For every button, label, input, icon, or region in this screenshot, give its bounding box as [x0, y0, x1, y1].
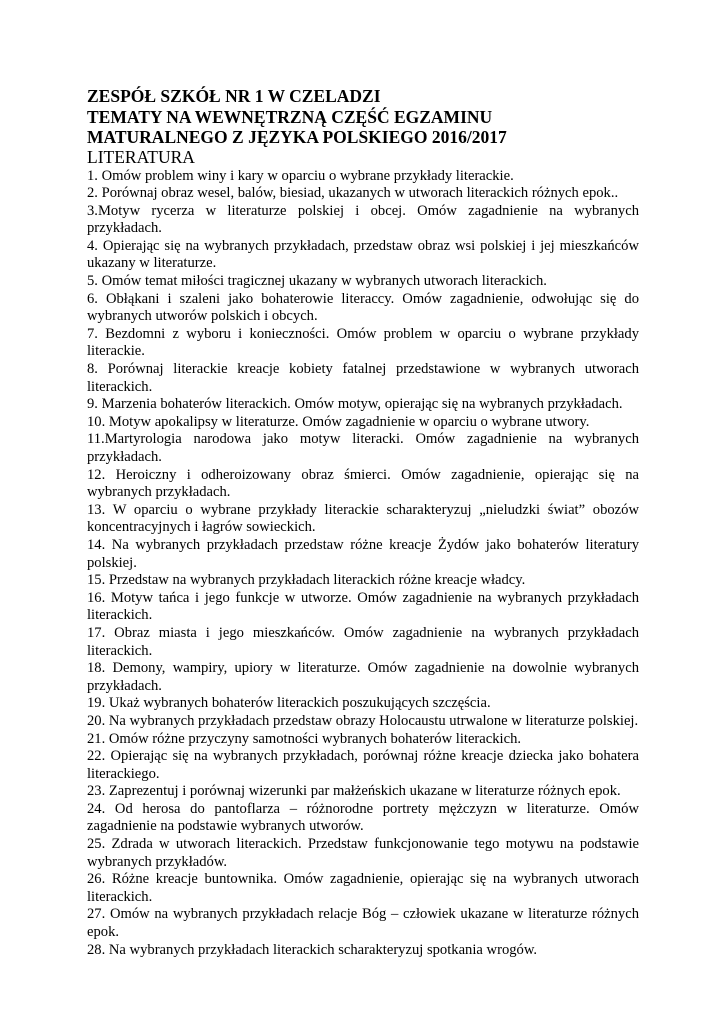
topic-item: 28. Na wybranych przykładach literackich scharakteryzuj spotkania wrogów. — [87, 941, 538, 958]
topic-item: 2. Porównaj obraz wesel, balów, biesiad, ukazanych w utworach literackich różnych epok.. — [87, 185, 619, 202]
exam-title-heading-line-2: MATURALNEGO Z JĘZYKA POLSKIEGO 2016/2017 — [87, 127, 507, 147]
school-name-heading: ZESPÓŁ SZKÓŁ NR 1 W CZELADZI — [87, 86, 381, 106]
topic-item: 15. Przedstaw na wybranych przykładach literackich różne kreacje władcy. — [87, 572, 526, 589]
topic-item: 3.Motyw rycerza w literaturze polskiej i obcej. Omów zagadnienie na wybranych przykładach. — [87, 202, 639, 237]
topic-item: 17. Obraz miasta i jego mieszkańców. Omów zagadnienie na wybranych przykładach literackich. — [87, 624, 639, 659]
topic-list — [87, 168, 639, 960]
topic-item: 26. Różne kreacje buntownika. Omów zagadnienie, opierając się na wybranych utworach literackich. — [87, 871, 639, 905]
exam-title-heading-line-1: TEMATY NA WEWNĘTRZNĄ CZĘŚĆ EGZAMINU — [87, 106, 493, 127]
topic-item: 8. Porównaj literackie kreacje kobiety fatalnej przedstawione w wybranych utworach literackich. — [87, 361, 639, 395]
topic-item: 22. Opierając się na wybranych przykładach, porównaj różne kreacje dziecka jako bohatera literackiego. — [87, 748, 639, 782]
topic-item: 5. Omów temat miłości tragicznej ukazany w wybranych utworach literackich. — [87, 273, 547, 290]
topic-item: 21. Omów różne przyczyny samotności wybranych bohaterów literackich. — [87, 730, 522, 747]
topic-item: 16. Motyw tańca i jego funkcje w utworze. Omów zagadnienie na wybranych przykładach literackich. — [87, 589, 639, 624]
topic-item: 10. Motyw apokalipsy w literaturze. Omów zagadnienie w oparciu o wybrane utwory. — [87, 413, 590, 430]
topic-item: 19. Ukaż wybranych bohaterów literackich poszukujących szczęścia. — [87, 695, 491, 712]
document-content — [87, 86, 639, 959]
topic-item: 27. Omów na wybranych przykładach relacje Bóg – człowiek ukazane w literaturze różnych epok. — [87, 906, 639, 941]
topic-item: 18. Demony, wampiry, upiory w literaturze. Omów zagadnienie na dowolnie wybranych przykładach. — [87, 660, 639, 694]
topic-item: 12. Heroiczny i odheroizowany obraz śmierci. Omów zagadnienie, opierając się na wybranych przykładach. — [87, 466, 639, 501]
topic-item: 7. Bezdomni z wyboru i konieczności. Omów problem w oparciu o wybrane przykłady literackie. — [87, 325, 639, 360]
topic-item: 20. Na wybranych przykładach przedstaw obrazy Holocaustu utrwalone w literaturze polskiej. — [87, 712, 639, 729]
topic-item: 6. Obłąkani i szaleni jako bohaterowie literaccy. Omów zagadnienie, odwołując się do wybranych utworów polskich i obcych. — [87, 290, 639, 325]
topic-item: 25. Zdrada w utworach literackich. Przedstaw funkcjonowanie tego motywu na podstawie wybranych przykładów. — [87, 836, 639, 870]
section-heading: LITERATURA — [87, 146, 195, 167]
topic-item: 9. Marzenia bohaterów literackich. Omów motyw, opierając się na wybranych przykładach. — [87, 396, 623, 413]
topic-item: 4. Opierając się na wybranych przykładach, przedstaw obraz wsi polskiej i jej mieszkańców ukazany w literaturze. — [87, 237, 639, 272]
topic-item: 11.Martyrologia narodowa jako motyw literacki. Omów zagadnienie na wybranych przykładach. — [87, 431, 639, 465]
topic-item: 14. Na wybranych przykładach przedstaw różne kreacje Żydów jako bohaterów literatury polskiej. — [87, 536, 639, 571]
topic-item: 23. Zaprezentuj i porównaj wizerunki par małżeńskich ukazane w literaturze różnych epok. — [87, 783, 621, 800]
topic-item: 13. W oparciu o wybrane przykłady literackie scharakteryzuj „nieludzki świat” obozów koncentracyjnych i łagrów sowieckich. — [87, 501, 639, 536]
topic-item: 24. Od herosa do pantoflarza – różnorodne portrety mężczyzn w literaturze. Omów zagadnienie na podstawie wybranych utworów. — [87, 800, 639, 835]
topic-item: 1. Omów problem winy i kary w oparciu o wybrane przykłady literackie. — [87, 167, 514, 184]
